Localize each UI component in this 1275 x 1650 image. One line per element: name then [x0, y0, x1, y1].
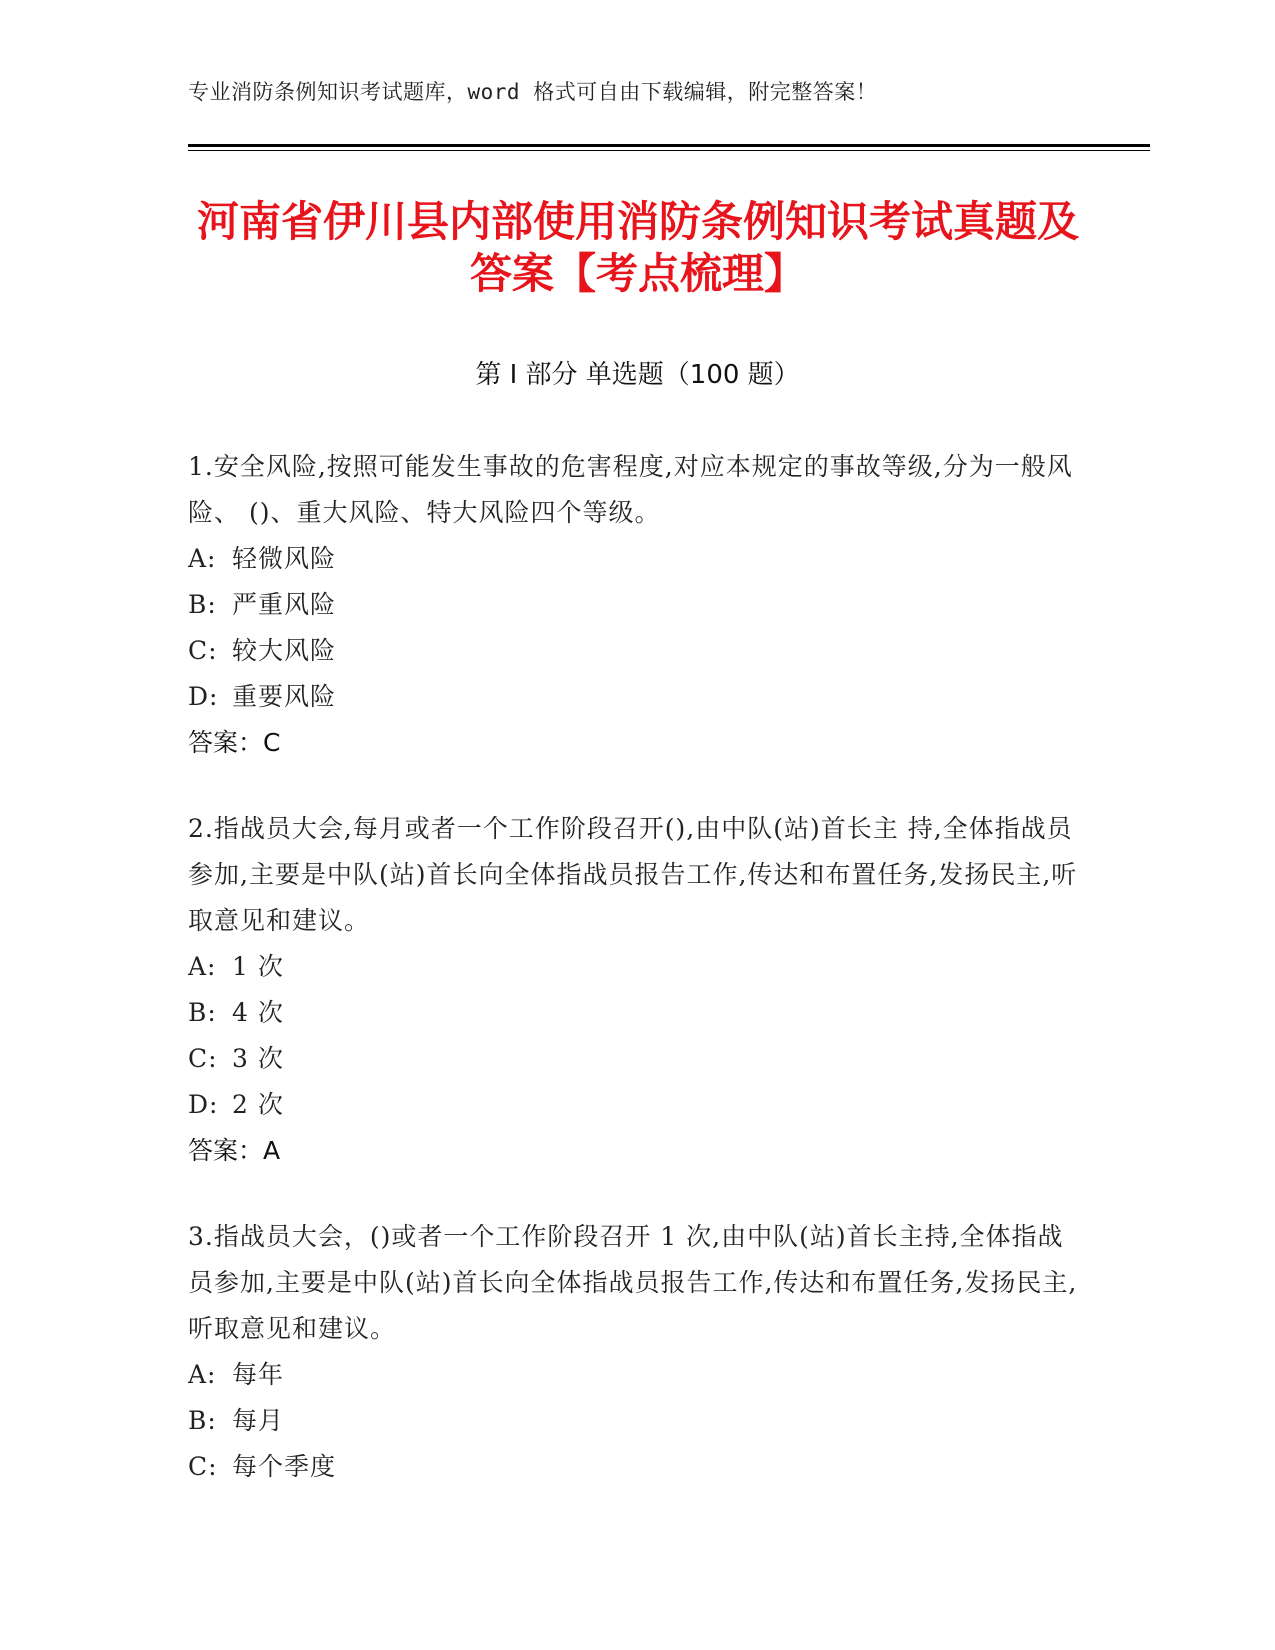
option-text: 重要风险 [232, 682, 337, 711]
option-key: C: [188, 636, 218, 665]
option-key: A: [188, 952, 217, 981]
option-key: C: [188, 1044, 218, 1073]
question-stem: 3.指战员大会，()或者一个工作阶段召开 1 次,由中队(站)首长主持,全体指战员参加,主要是中队(站)首长向全体指战员报告工作,传达和布置任务,发扬民主,听取意见和建议。 [188, 1222, 1078, 1343]
header-rule-thin [188, 150, 1150, 151]
option-text: 每月 [232, 1406, 285, 1435]
header-note: 专业消防条例知识考试题库，word 格式可自由下载编辑，附完整答案！ [188, 80, 878, 104]
option-text: 每个季度 [232, 1452, 337, 1481]
answer-line: 答案：C [188, 728, 281, 757]
option-text: 4 次 [232, 998, 284, 1027]
option-text: 2 次 [232, 1090, 284, 1119]
option-key: B: [188, 998, 217, 1027]
option-a [188, 1352, 1078, 1398]
option-key: A: [188, 544, 217, 573]
option-text: 每年 [232, 1360, 285, 1389]
answer-line: 答案：A [188, 1136, 281, 1165]
option-key: B: [188, 590, 217, 619]
option-key: B: [188, 1406, 217, 1435]
header-rule-thick [188, 144, 1150, 147]
option-text: 严重风险 [232, 590, 337, 619]
option-text: 1 次 [232, 952, 284, 981]
option-d [188, 1082, 1078, 1128]
option-key: C: [188, 1452, 218, 1481]
question-2 [188, 806, 1078, 1174]
option-text: 3 次 [232, 1044, 284, 1073]
option-c [188, 1036, 1078, 1082]
question-list [188, 444, 1078, 1530]
option-b [188, 1398, 1078, 1444]
option-a [188, 536, 1078, 582]
option-b [188, 582, 1078, 628]
option-text: 较大风险 [232, 636, 337, 665]
option-text: 轻微风险 [232, 544, 337, 573]
question-stem: 1.安全风险,按照可能发生事故的危害程度,对应本规定的事故等级,分为一般风险、 ()、重大风险、特大风险四个等级。 [188, 452, 1073, 527]
question-3 [188, 1214, 1078, 1490]
option-a [188, 944, 1078, 990]
question-1 [188, 444, 1078, 766]
option-d [188, 674, 1078, 720]
section-heading: 第 I 部分 单选题（100 题） [475, 360, 800, 390]
option-c [188, 1444, 1078, 1490]
question-stem: 2.指战员大会,每月或者一个工作阶段召开(),由中队(站)首长主 持,全体指战员参加,主要是中队(站)首长向全体指战员报告工作,传达和布置任务,发扬民主,听取意见和建议。 [188, 814, 1078, 935]
option-b [188, 990, 1078, 1036]
option-key: D: [188, 1090, 219, 1119]
option-c [188, 628, 1078, 674]
document-title: 河南省伊川县内部使用消防条例知识考试真题及答案【考点梳理】 [196, 197, 1079, 298]
option-key: D: [188, 682, 219, 711]
option-key: A: [188, 1360, 217, 1389]
